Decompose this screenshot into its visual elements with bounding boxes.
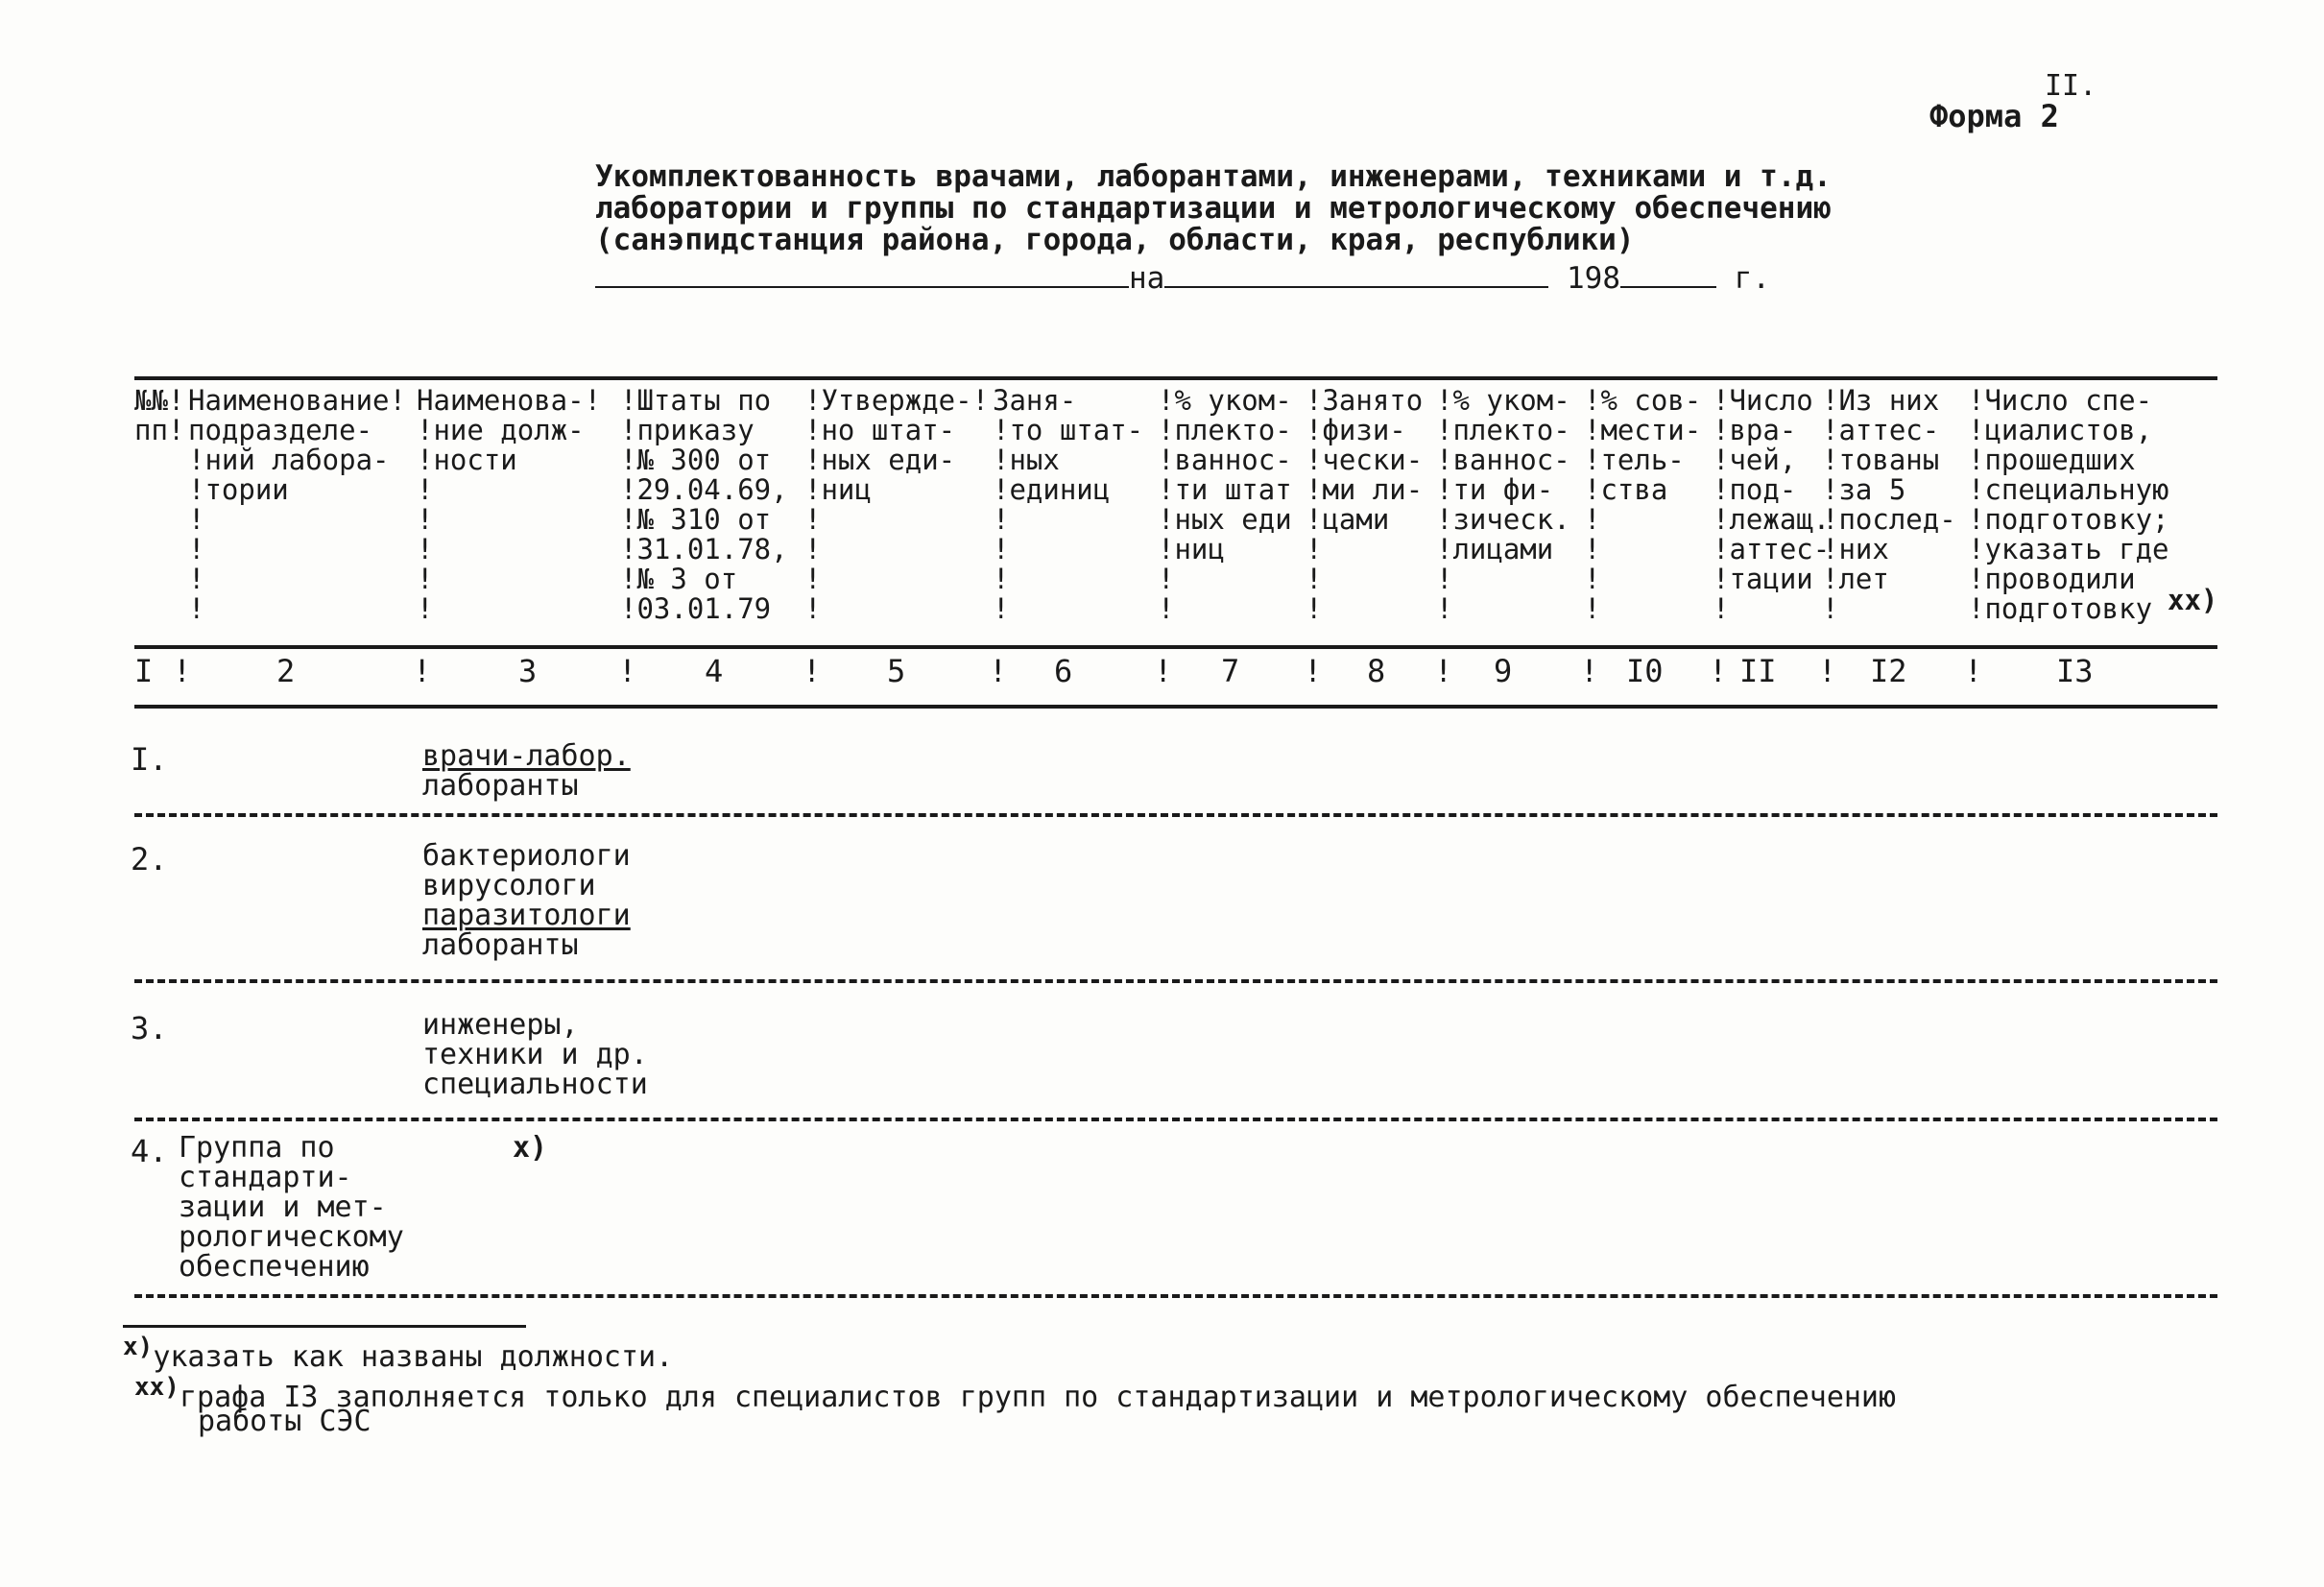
year-blank bbox=[1620, 261, 1716, 288]
footnote-mark: x) bbox=[123, 1333, 154, 1361]
col-num: 3 bbox=[518, 653, 538, 689]
document-title bbox=[595, 161, 1832, 256]
footnote-continuation: работы СЭС bbox=[198, 1405, 371, 1438]
table-top-rule bbox=[134, 376, 2217, 380]
col-num: 8 bbox=[1367, 653, 1386, 689]
year-suffix: г. bbox=[1734, 261, 1770, 296]
row-number: 2. bbox=[131, 841, 168, 878]
year-prefix: 198 bbox=[1567, 261, 1620, 296]
col-num: II bbox=[1739, 653, 1777, 689]
header-col-7: !% уком- !плекто- !ваннос- !ти штат !ных еди !ниц ! ! bbox=[1158, 384, 1292, 625]
form-label: Форма 2 bbox=[1929, 98, 2059, 134]
footnote-xx bbox=[134, 1373, 1896, 1436]
row-number: 4. bbox=[131, 1133, 168, 1169]
col-num: 5 bbox=[887, 653, 906, 689]
row-divider bbox=[134, 1294, 2217, 1298]
footnote-mark: xx) bbox=[134, 1373, 180, 1402]
position-item: лаборанты bbox=[422, 928, 579, 962]
header-col-12: !Из них !аттес- !тованы !за 5 !послед- !них !лет ! bbox=[1822, 384, 1956, 625]
col-num: 9 bbox=[1494, 653, 1513, 689]
col-num: 6 bbox=[1054, 653, 1073, 689]
row-positions bbox=[422, 841, 631, 960]
column-numbers-rule bbox=[134, 705, 2217, 709]
footnote-text: графа I3 заполняется только для специалистов групп по стандартизации и метрологическому обеспечению bbox=[179, 1381, 1897, 1414]
col-num: I2 bbox=[1870, 653, 1907, 689]
position-item: врачи-лабор. bbox=[422, 739, 631, 773]
position-item: лаборанты bbox=[422, 769, 579, 803]
footnote-x bbox=[123, 1333, 673, 1372]
header-col-6: Заня- !то штат- !ных !единиц ! ! ! ! bbox=[993, 384, 1144, 625]
header-col-10: !% сов- !мести- !тель- !ства ! ! ! ! bbox=[1584, 384, 1702, 625]
page-number: II. bbox=[2045, 69, 2097, 103]
header-col-13-mark: xx) bbox=[2168, 584, 2218, 616]
header-col-1: №№! пп! bbox=[134, 384, 185, 446]
header-col-5: !Утвержде-! !но штат- !ных еди- !ниц ! ! ! ! bbox=[804, 384, 990, 625]
title-line: Укомплектованность врачами, лаборантами, инженерами, техниками и т.д. bbox=[595, 159, 1832, 194]
date-blank bbox=[1164, 261, 1548, 288]
title-line: (санэпидстанция района, города, области, края, республики) bbox=[595, 223, 1635, 257]
footnote-text: указать как названы должности. bbox=[153, 1340, 674, 1374]
header-col-11: !Число !вра- !чей, !под- !лежащ. !аттес- !тации ! bbox=[1713, 384, 1831, 625]
header-col-13: !Число спе- !циалистов, !прошедших !специальную !подготовку; !указать где !проводили !подготовку bbox=[1968, 384, 2169, 625]
position-item: бактериологи bbox=[422, 839, 631, 873]
header-bottom-rule bbox=[134, 645, 2217, 649]
row-unit-name: Группа по стандарти- зации и мет- рологическому обеспечению bbox=[179, 1131, 404, 1284]
position-item: инженеры, bbox=[422, 1008, 579, 1042]
col-num: 2 bbox=[276, 653, 296, 689]
row-divider bbox=[134, 979, 2217, 983]
position-item: паразитологи bbox=[422, 899, 631, 932]
row-positions bbox=[513, 1133, 547, 1163]
row-positions bbox=[422, 741, 631, 801]
position-item: специальности bbox=[422, 1068, 648, 1101]
col-num: 4 bbox=[705, 653, 724, 689]
col-num: 7 bbox=[1221, 653, 1240, 689]
header-col-3: Наименова-! !ние долж- !ности ! ! ! ! ! bbox=[417, 384, 602, 625]
header-col-2: Наименование! подразделе- !ний лабора- !тории ! ! ! ! bbox=[188, 384, 406, 625]
footnote-rule bbox=[123, 1325, 526, 1328]
date-on-label: на bbox=[1129, 261, 1165, 296]
organization-blank bbox=[595, 261, 1129, 288]
header-col-8: !Занято !физи- !чески- !ми ли- !цами ! ! ! bbox=[1306, 384, 1424, 625]
col-num: I3 bbox=[2056, 653, 2094, 689]
position-item: x) bbox=[513, 1131, 548, 1165]
title-line: лаборатории и группы по стандартизации и метрологическому обеспечению bbox=[595, 191, 1832, 226]
header-col-4: !Штаты по !приказу !№ 300 от !29.04.69, !№ 310 от !31.01.78, !№ 3 от !03.01.79 bbox=[620, 384, 788, 625]
col-num: I bbox=[134, 653, 154, 689]
date-line bbox=[595, 261, 1770, 296]
position-item: техники и др. bbox=[422, 1038, 648, 1071]
position-item: вирусологи bbox=[422, 869, 596, 902]
row-divider bbox=[134, 813, 2217, 817]
row-number: I. bbox=[131, 741, 168, 778]
col-num: I0 bbox=[1626, 653, 1664, 689]
header-col-9: !% уком- !плекто- !ваннос- !ти фи- !зическ. !лицами ! ! bbox=[1436, 384, 1570, 625]
row-positions bbox=[422, 1010, 648, 1099]
row-number: 3. bbox=[131, 1010, 168, 1046]
row-divider bbox=[134, 1118, 2217, 1121]
